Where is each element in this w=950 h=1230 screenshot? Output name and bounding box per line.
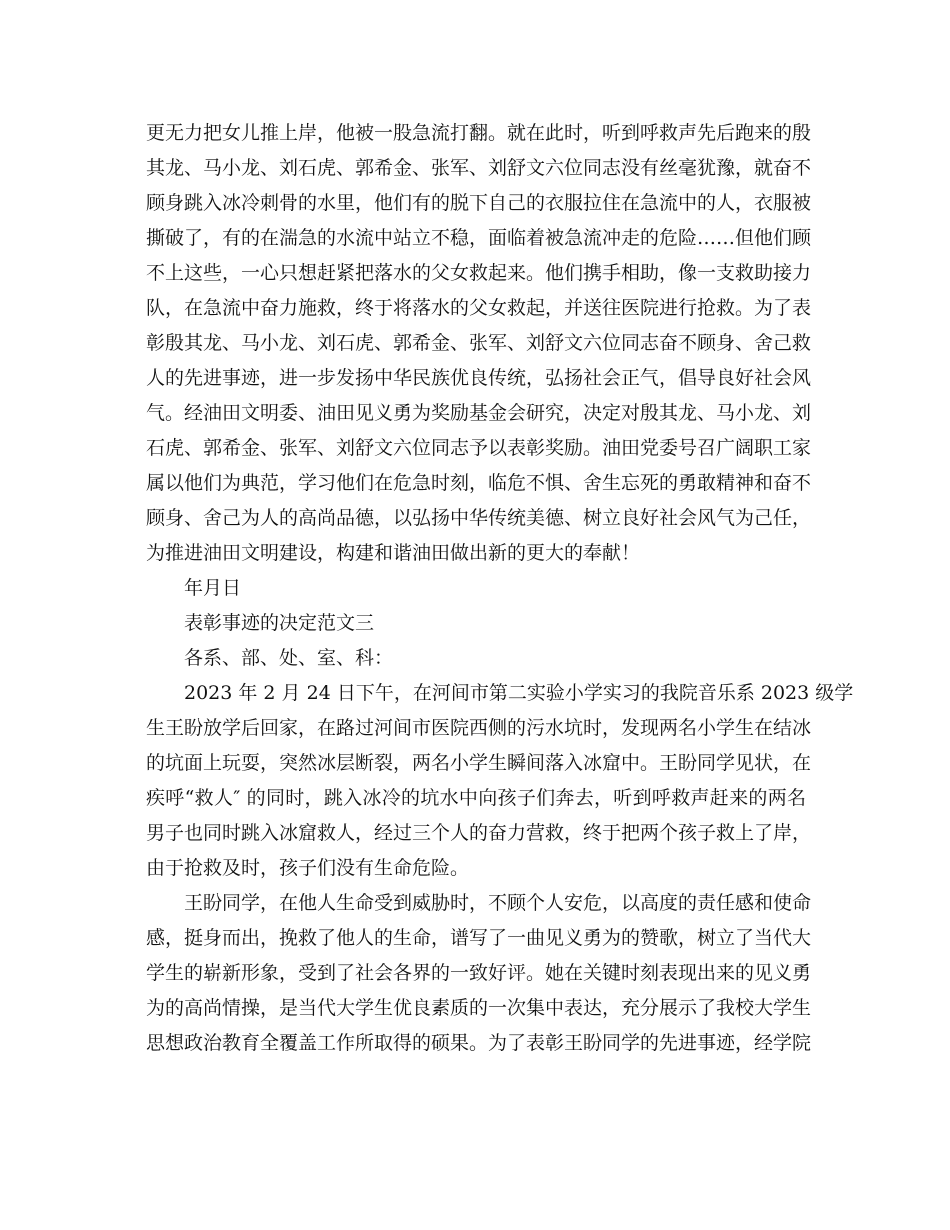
paragraph-line-last: 由于抢救及时，孩子们没有生命危险。 [146, 857, 470, 879]
paragraph-line: 更无力把女儿推上岸，他被一股急流打翻。就在此时，听到呼救声先后跑来的殷 [146, 122, 812, 144]
date-line: 年月日 [184, 577, 242, 599]
paragraph-line: 学生的崭新形象，受到了社会各界的一致好评。她在关键时刻表现出来的见义勇 [146, 962, 812, 984]
paragraph-first-line: 2023 年 2 月 24 日下午，在河间市第二实验小学实习的我院音乐系 2023 级学 [184, 682, 854, 704]
paragraph-line: 不上这些，一心只想赶紧把落水的父女救起来。他们携手相助，像一支救助接力 [146, 262, 812, 284]
salutation: 各系、部、处、室、科： [184, 647, 394, 669]
paragraph-line: 队，在急流中奋力施救，终于将落水的父女救起，并送往医院进行抢救。为了表 [146, 297, 812, 319]
section-title: 表彰事迹的决定范文三 [184, 612, 375, 634]
paragraph-line: 生王盼放学后回家，在路过河间市医院西侧的污水坑时，发现两名小学生在结冰 [146, 717, 812, 739]
paragraph-line: 思想政治教育全覆盖工作所取得的硕果。为了表彰王盼同学的先进事迹，经学院 [146, 1032, 812, 1054]
paragraph-line: 属以他们为典范，学习他们在危急时刻，临危不惧、舍生忘死的勇敢精神和奋不 [146, 472, 812, 494]
paragraph-line: 为的高尚情操，是当代大学生优良素质的一次集中表达，充分展示了我校大学生 [146, 997, 812, 1019]
paragraph-line: 男子也同时跳入冰窟救人，经过三个人的奋力营救，终于把两个孩子救上了岸， [146, 822, 812, 844]
paragraph-line: 人的先进事迹，进一步发扬中华民族优良传统，弘扬社会正气，倡导良好社会风 [146, 367, 812, 389]
document-page [146, 116, 854, 1061]
paragraph-line: 顾身、舍己为人的高尚品德，以弘扬中华传统美德、树立良好社会风气为己任， [146, 507, 812, 529]
paragraph-line-last: 为推进油田文明建设，构建和谐油田做出新的更大的奉献！ [146, 542, 641, 564]
paragraph-line: 顾身跳入冰冷刺骨的水里，他们有的脱下自己的衣服拉住在急流中的人，衣服被 [146, 192, 812, 214]
paragraph-line: 石虎、郭希金、张军、刘舒文六位同志予以表彰奖励。油田党委号召广阔职工家 [146, 437, 812, 459]
paragraph-line: 疾呼“救人″ 的同时，跳入冰冷的坑水中向孩子们奔去，听到呼救声赶来的两名 [146, 787, 806, 809]
paragraph-line: 其龙、马小龙、刘石虎、郭希金、张军、刘舒文六位同志没有丝毫犹豫，就奋不 [146, 157, 812, 179]
paragraph-line: 彰殷其龙、马小龙、刘石虎、郭希金、张军、刘舒文六位同志奋不顾身、舍己救 [146, 332, 812, 354]
paragraph-line: 气。经油田文明委、油田见义勇为奖励基金会研究，决定对殷其龙、马小龙、刘 [146, 402, 812, 424]
paragraph-line: 撕破了，有的在湍急的水流中站立不稳，面临着被急流冲走的危险……但他们顾 [146, 227, 812, 249]
paragraph-line: 的坑面上玩耍，突然冰层断裂，两名小学生瞬间落入冰窟中。王盼同学见状，在 [146, 752, 812, 774]
paragraph-first-line: 王盼同学，在他人生命受到威胁时，不顾个人安危，以高度的责任感和使命 [184, 892, 812, 914]
paragraph-line: 感，挺身而出，挽救了他人的生命，谱写了一曲见义勇为的赞歌，树立了当代大 [146, 927, 812, 949]
